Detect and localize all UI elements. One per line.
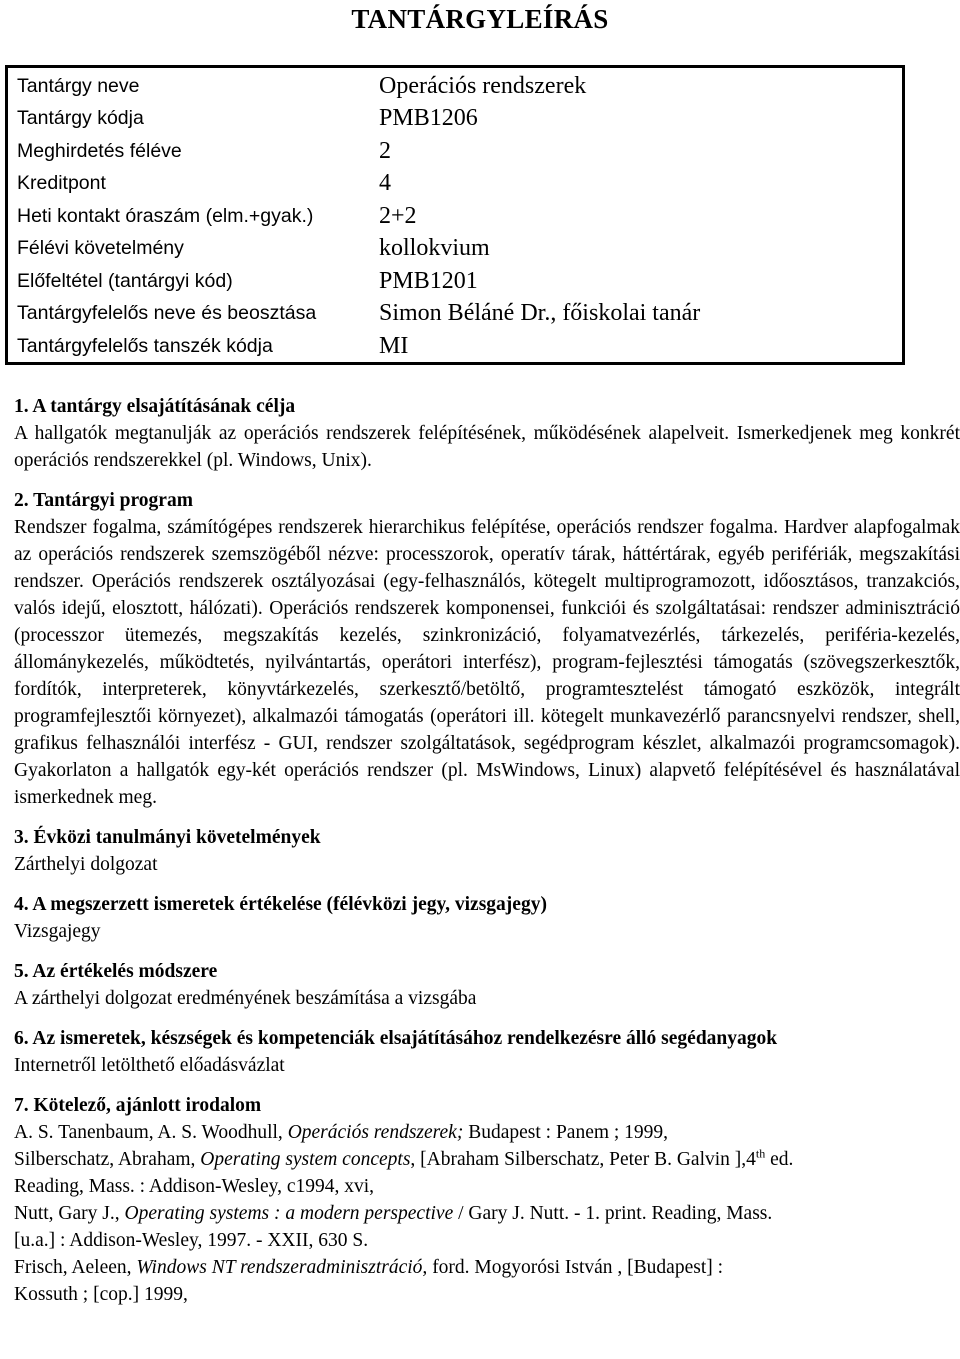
section-program	[14, 487, 960, 811]
section-goal	[14, 393, 960, 474]
section-assessment	[14, 891, 960, 945]
section-heading: 5. Az értékelés módszere	[14, 961, 218, 982]
info-value: PMB1206	[379, 105, 478, 131]
section-heading: 3. Évközi tanulmányi követelmények	[14, 827, 321, 848]
section-materials	[14, 1025, 960, 1079]
section-text: Internetről letölthető előadásvázlat	[14, 1055, 285, 1076]
info-value: Operációs rendszerek	[379, 73, 587, 99]
section-literature	[14, 1092, 960, 1308]
section-requirements	[14, 824, 960, 878]
section-text: Zárthelyi dolgozat	[14, 854, 158, 875]
info-row	[17, 100, 897, 132]
info-row	[17, 263, 897, 295]
info-label: Tantárgy neve	[17, 75, 140, 97]
info-label: Tantárgy kódja	[17, 107, 144, 129]
section-text: Rendszer fogalma, számítógépes rendszerek hierarchikus felépítése, operációs rendszer fogalma. Hardver alapfogalmak az operációs rendszerek szemszögéből nézve: processzorok, operatív tárak, háttértárak, egyéb perifériák, megszakítási rendszer. Operációs rendszerek osztályozásai (egy-felhasználós, kötegelt multiprogramozott, időosztásos, tranzakciós, valós idejű, elosztott, hálózati). Operációs rendszerek komponensei, funkciói és szolgáltatásai: rendszer adminisztráció (processzor ütemezés, megszakítás kezelés, szinkronizáció, folyamatvezérlés, tárkezelés, periféria-kezelés, állománykezelés, működtetés, nyilvántartás, operátori interfész), program-fejlesztési támogatás (szövegszerkesztők, fordítók, interpreterek, könyvtárkezelés, szerkesztő/betöltő, programtesztelést támogató eszközök, integrált programfejlesztői környezet), alkalmazói támogatás (operátori ill. kötegelt munkavezérlő parancsnyelvi rendszer, shell, grafikus felhasználói interfész - GUI, rendszer szolgáltatások, segédprogram készlet, alkalmazói programcsomagok). Gyakorlaton a hallgatók egy-két operációs rendszer (pl. MsWindows, Linux) alapvető felépítésével és használatával ismerkednek meg.	[14, 517, 960, 808]
section-heading: 2. Tantárgyi program	[14, 490, 193, 511]
info-value: 2+2	[379, 203, 417, 229]
info-row	[17, 295, 897, 327]
info-label: Félévi követelmény	[17, 237, 184, 259]
reference-item: A. S. Tanenbaum, A. S. Woodhull, Operációs rendszerek; Budapest : Panem ; 1999,	[14, 1122, 669, 1143]
section-text: A hallgatók megtanulják az operációs rendszerek felépítésének, működésének alapelveit. Ismerkedjenek meg konkrét operációs rendszerekkel (pl. Windows, Unix).	[14, 423, 960, 471]
info-value: 2	[379, 138, 391, 164]
info-value: MI	[379, 333, 409, 359]
info-value: Simon Béláné Dr., főiskolai tanár	[379, 300, 701, 326]
info-label: Előfeltétel (tantárgyi kód)	[17, 270, 233, 292]
info-row	[17, 230, 897, 262]
info-row	[17, 328, 897, 360]
section-method	[14, 958, 960, 1012]
info-value: kollokvium	[379, 235, 490, 261]
reference-item-continued: Reading, Mass. : Addison-Wesley, c1994, xvi,	[14, 1176, 375, 1197]
course-info-table	[5, 65, 905, 365]
section-heading: 6. Az ismeretek, készségek és kompetenciák elsajátításához rendelkezésre álló segédanyagok	[14, 1028, 778, 1049]
info-row	[17, 133, 897, 165]
section-text: A zárthelyi dolgozat eredményének beszámítása a vizsgába	[14, 988, 477, 1009]
reference-item: Silberschatz, Abraham, Operating system concepts, [Abraham Silberschatz, Peter B. Galvin ],4th ed.	[14, 1146, 794, 1170]
info-value: PMB1201	[379, 268, 478, 294]
info-label: Heti kontakt óraszám (elm.+gyak.)	[17, 205, 314, 227]
section-heading: 1. A tantárgy elsajátításának célja	[14, 396, 296, 417]
course-description	[14, 393, 960, 1308]
info-row	[17, 198, 897, 230]
info-row	[17, 165, 897, 197]
section-heading: 4. A megszerzett ismeretek értékelése (félévközi jegy, vizsgajegy)	[14, 894, 547, 915]
info-value: 4	[379, 170, 391, 196]
section-text: Vizsgajegy	[14, 921, 101, 942]
info-label: Tantárgyfelelős neve és beosztása	[17, 302, 317, 324]
info-label: Meghirdetés féléve	[17, 140, 182, 162]
reference-item: Nutt, Gary J., Operating systems : a modern perspective / Gary J. Nutt. - 1. print. Reading, Mass.	[14, 1203, 773, 1224]
info-label: Kreditpont	[17, 172, 106, 194]
info-label: Tantárgyfelelős tanszék kódja	[17, 335, 273, 357]
section-heading: 7. Kötelező, ajánlott irodalom	[14, 1095, 262, 1116]
reference-item-continued: [u.a.] : Addison-Wesley, 1997. - XXII, 630 S.	[14, 1230, 369, 1251]
reference-item: Frisch, Aeleen, Windows NT rendszeradminisztráció, ford. Mogyorósi István , [Budapest] :	[14, 1257, 724, 1278]
info-row	[17, 68, 897, 100]
reference-item-continued: Kossuth ; [cop.] 1999,	[14, 1284, 188, 1305]
document-title: TANTÁRGYLEÍRÁS	[351, 4, 609, 34]
